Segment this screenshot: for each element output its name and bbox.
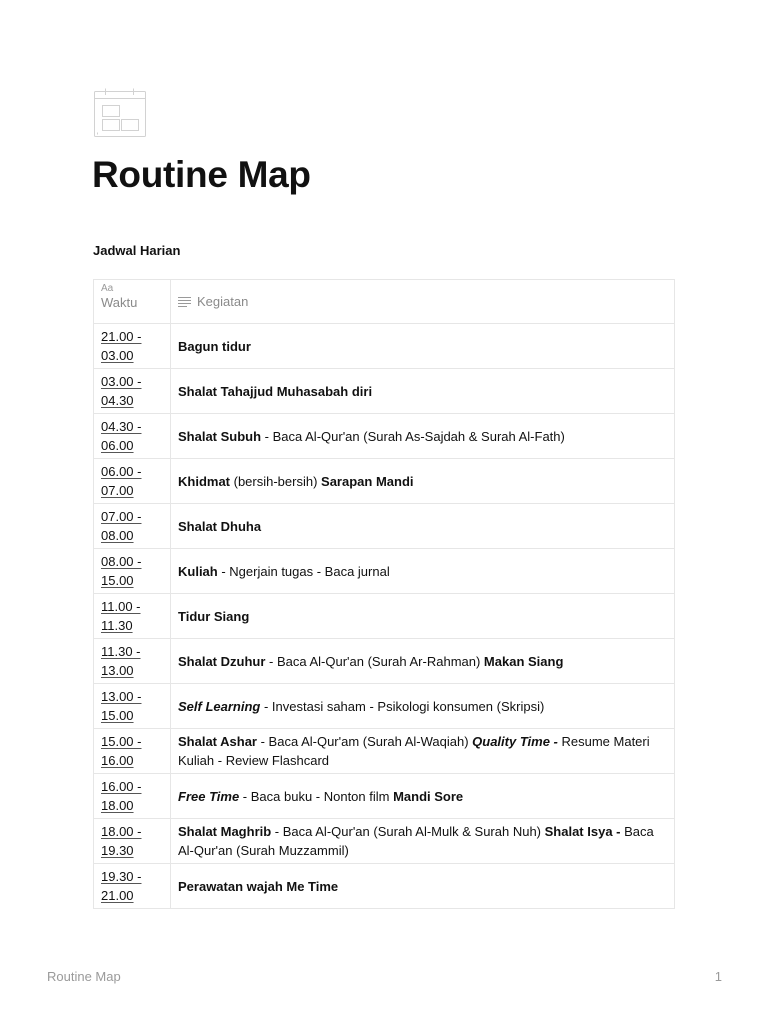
activity-text: Resume Materi Kuliah - Review Flashcard: [178, 734, 650, 768]
table-row: [94, 684, 675, 729]
time-end: 18.00: [101, 798, 134, 813]
calendar-icon: [93, 88, 147, 138]
time-start: 15.00 -: [101, 734, 142, 749]
activity-text: Baca Al-Qur'an (Surah Muzzammil): [178, 824, 654, 858]
column-header-activity-label: Kegiatan: [197, 294, 249, 309]
activity-cell: [171, 684, 675, 729]
activity-text: Quality Time -: [472, 734, 558, 749]
activity-text: Shalat Subuh: [178, 428, 262, 444]
activity-cell: [171, 864, 675, 909]
activity-text: Shalat Tahajjud Muhasabah diri: [178, 383, 373, 399]
time-end: 07.00: [101, 483, 134, 498]
time-cell: [94, 504, 171, 549]
column-header-time[interactable]: [94, 280, 171, 324]
activity-text: - Baca buku - Nonton film: [239, 788, 394, 804]
activity-text: Shalat Dhuha: [178, 518, 262, 534]
time-start: 13.00 -: [101, 689, 142, 704]
time-cell: [94, 594, 171, 639]
time-start: 03.00 -: [101, 374, 142, 389]
activity-text: Shalat Ashar: [178, 734, 257, 749]
activity-text: Shalat Dzuhur: [178, 653, 266, 669]
activity-cell: [171, 594, 675, 639]
time-cell: [94, 864, 171, 909]
time-start: 18.00 -: [101, 824, 142, 839]
activity-text: Mandi Sore: [393, 788, 464, 804]
text-type-icon: Aa: [101, 283, 114, 294]
activity-text: - Baca Al-Qur'am (Surah Al-Waqiah): [257, 734, 473, 749]
activity-text: Tidur Siang: [178, 608, 250, 624]
time-range-link[interactable]: [101, 779, 141, 813]
time-start: 21.00 -: [101, 329, 142, 344]
activity-cell: [171, 414, 675, 459]
time-end: 16.00: [101, 753, 134, 768]
activity-text: Makan Siang: [483, 653, 564, 669]
footer-page-number: 1: [714, 969, 722, 984]
activity-text: - Ngerjain tugas - Baca jurnal: [217, 563, 390, 579]
time-cell: [94, 639, 171, 684]
time-range-link[interactable]: [101, 869, 141, 903]
activity-text: Shalat Maghrib: [178, 824, 272, 839]
activity-text: - Baca Al-Qur'an (Surah As-Sajdah & Surah Al-Fath): [261, 428, 565, 444]
routine-table: [93, 279, 675, 909]
time-end: 11.30: [101, 618, 133, 633]
time-range-link[interactable]: [101, 554, 141, 588]
time-end: 19.30: [101, 843, 134, 858]
time-range-link[interactable]: [101, 644, 141, 678]
activity-text: Sarapan Mandi: [321, 473, 414, 489]
time-start: 07.00 -: [101, 509, 142, 524]
time-range-link[interactable]: [101, 689, 141, 723]
activity-text: Bagun tidur: [178, 338, 251, 354]
time-end: 15.00: [101, 573, 134, 588]
activity-text: (bersih-bersih): [230, 473, 322, 489]
time-range-link[interactable]: [101, 509, 141, 543]
time-end: 13.00: [101, 663, 134, 678]
table-row: [94, 324, 675, 369]
time-start: 16.00 -: [101, 779, 142, 794]
activity-cell: [171, 324, 675, 369]
activity-cell: [171, 774, 675, 819]
activity-text: - Investasi saham - Psikologi konsumen (Skripsi): [260, 698, 545, 714]
time-end: 03.00: [101, 348, 134, 363]
time-range-link[interactable]: [101, 329, 141, 363]
time-end: 04.30: [101, 393, 134, 408]
time-cell: [94, 774, 171, 819]
time-cell: [94, 819, 171, 864]
table-row: [94, 639, 675, 684]
column-header-activity[interactable]: [171, 280, 675, 324]
text-lines-icon: [178, 296, 191, 307]
activity-cell: [171, 369, 675, 414]
time-range-link[interactable]: [101, 824, 141, 858]
footer-title: Routine Map: [47, 969, 121, 984]
table-row: [94, 864, 675, 909]
time-end: 06.00: [101, 438, 134, 453]
activity-text: - Baca Al-Qur'an (Surah Ar-Rahman): [265, 653, 484, 669]
table-row: [94, 819, 675, 864]
time-cell: [94, 684, 171, 729]
time-cell: [94, 414, 171, 459]
activity-cell: [171, 504, 675, 549]
time-start: 04.30 -: [101, 419, 142, 434]
activity-text: Kuliah: [178, 563, 218, 579]
time-cell: [94, 324, 171, 369]
activity-cell: [171, 819, 675, 864]
column-header-time-label: Waktu: [101, 295, 138, 310]
activity-text: Self Learning: [178, 698, 261, 714]
time-end: 08.00: [101, 528, 134, 543]
time-start: 19.30 -: [101, 869, 142, 884]
activity-text: Khidmat: [178, 473, 230, 489]
section-subheading: Jadwal Harian: [93, 243, 181, 258]
activity-text: Shalat Isya -: [544, 824, 621, 839]
activity-text: Perawatan wajah Me Time: [178, 878, 339, 894]
time-start: 11.00 -: [101, 599, 141, 614]
activity-cell: [171, 549, 675, 594]
time-end: 21.00: [101, 888, 134, 903]
time-end: 15.00: [101, 708, 134, 723]
activity-cell: [171, 639, 675, 684]
table-row: [94, 774, 675, 819]
activity-text: - Baca Al-Qur'an (Surah Al-Mulk & Surah Nuh): [271, 824, 545, 839]
table-row: [94, 369, 675, 414]
table-row: [94, 729, 675, 774]
time-range-link[interactable]: [101, 734, 141, 768]
table-row: [94, 414, 675, 459]
time-start: 08.00 -: [101, 554, 142, 569]
table-row: [94, 504, 675, 549]
table-row: [94, 594, 675, 639]
time-range-link[interactable]: [101, 464, 141, 498]
time-range-link[interactable]: [101, 599, 141, 633]
table-row: [94, 549, 675, 594]
time-start: 06.00 -: [101, 464, 142, 479]
time-cell: [94, 549, 171, 594]
activity-cell: [171, 729, 675, 774]
activity-text: Free Time: [178, 788, 240, 804]
time-cell: [94, 369, 171, 414]
time-start: 11.30 -: [101, 644, 141, 659]
time-range-link[interactable]: [101, 374, 141, 408]
time-cell: [94, 459, 171, 504]
time-cell: [94, 729, 171, 774]
time-range-link[interactable]: [101, 419, 141, 453]
activity-cell: [171, 459, 675, 504]
table-row: [94, 459, 675, 504]
page-title: Routine Map: [92, 154, 311, 195]
table-header-row: [94, 280, 675, 324]
